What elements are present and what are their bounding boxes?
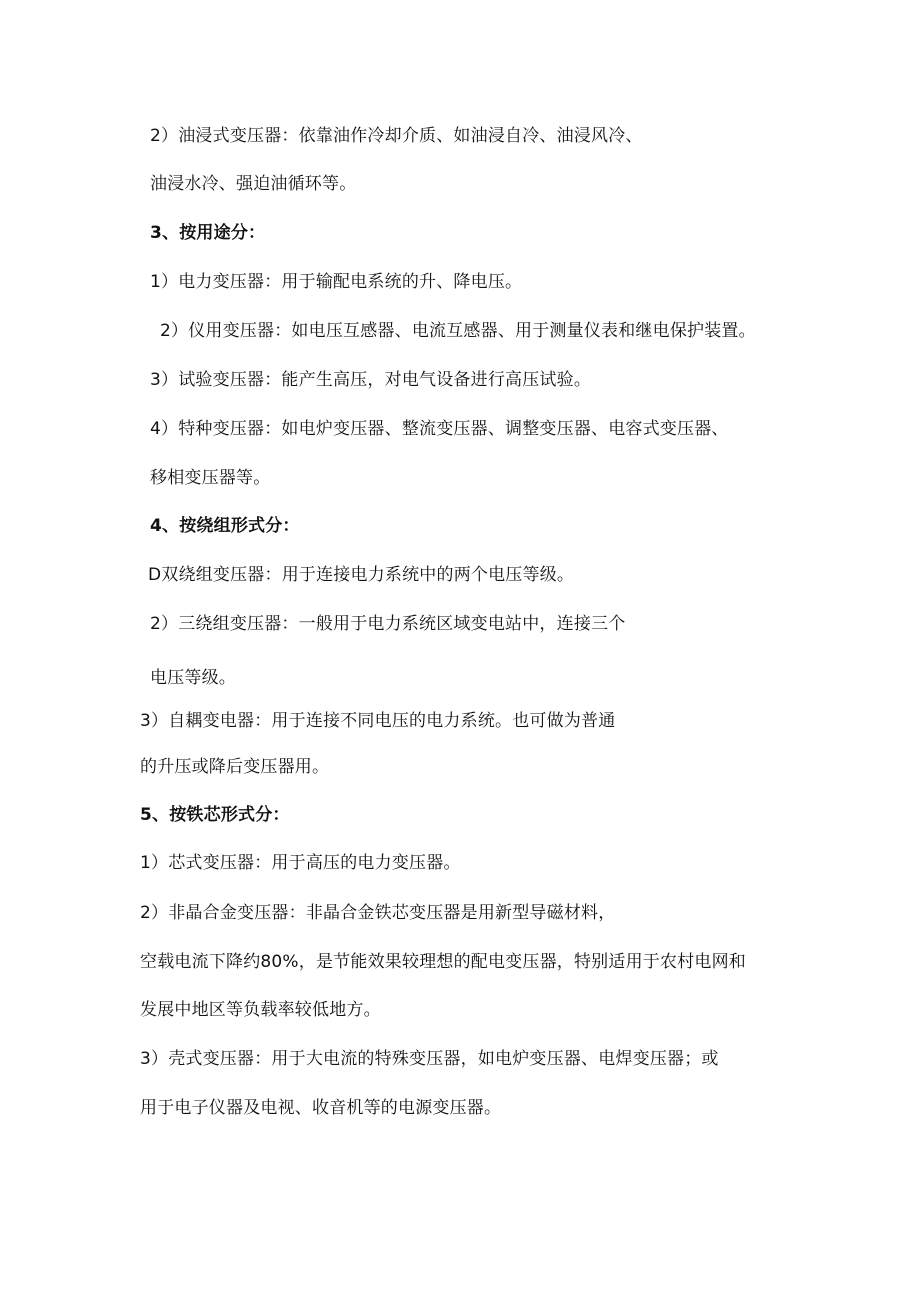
paragraph-line: 空载电流下降约80%，是节能效果较理想的配电变压器，特别适用于农村电网和 xyxy=(140,952,746,972)
section-heading: 4、按绕组形式分： xyxy=(150,516,300,536)
paragraph-line: 电压等级。 xyxy=(150,668,236,688)
section-heading: 5、按铁芯形式分： xyxy=(140,805,290,825)
paragraph-line: 发展中地区等负载率较低地方。 xyxy=(140,1000,381,1020)
paragraph-line: 2）非晶合金变压器：非晶合金铁芯变压器是用新型导磁材料， xyxy=(140,903,616,923)
paragraph-line: 的升压或降后变压器用。 xyxy=(140,757,330,777)
paragraph-line: 2）三绕组变压器：一般用于电力系统区域变电站中，连接三个 xyxy=(150,614,626,634)
section-heading: 3、按用途分： xyxy=(150,223,266,243)
paragraph-line: 1）电力变压器：用于输配电系统的升、降电压。 xyxy=(150,272,523,292)
paragraph-line: 2）油浸式变压器：依靠油作冷却介质、如油浸自冷、油浸风冷、 xyxy=(150,126,643,146)
paragraph-line: 4）特种变压器：如电炉变压器、整流变压器、调整变压器、电容式变压器、 xyxy=(150,419,729,439)
paragraph-line: 油浸水冷、强迫油循环等。 xyxy=(150,174,357,194)
paragraph-line: 移相变压器等。 xyxy=(150,468,271,488)
paragraph-line: 3）试验变压器：能产生高压，对电气设备进行高压试验。 xyxy=(150,370,592,390)
paragraph-line: 3）自耦变电器：用于连接不同电压的电力系统。也可做为普通 xyxy=(140,711,616,731)
paragraph-line: 用于电子仪器及电视、收音机等的电源变压器。 xyxy=(140,1098,502,1118)
paragraph-line: 1）芯式变压器：用于高压的电力变压器。 xyxy=(140,853,461,873)
paragraph-line: 2）仪用变压器：如电压互感器、电流互感器、用于测量仪表和继电保护装置。 xyxy=(160,321,756,341)
paragraph-line: D双绕组变压器：用于连接电力系统中的两个电压等级。 xyxy=(148,565,575,585)
paragraph-line: 3）壳式变压器：用于大电流的特殊变压器，如电炉变压器、电焊变压器；或 xyxy=(140,1049,719,1069)
